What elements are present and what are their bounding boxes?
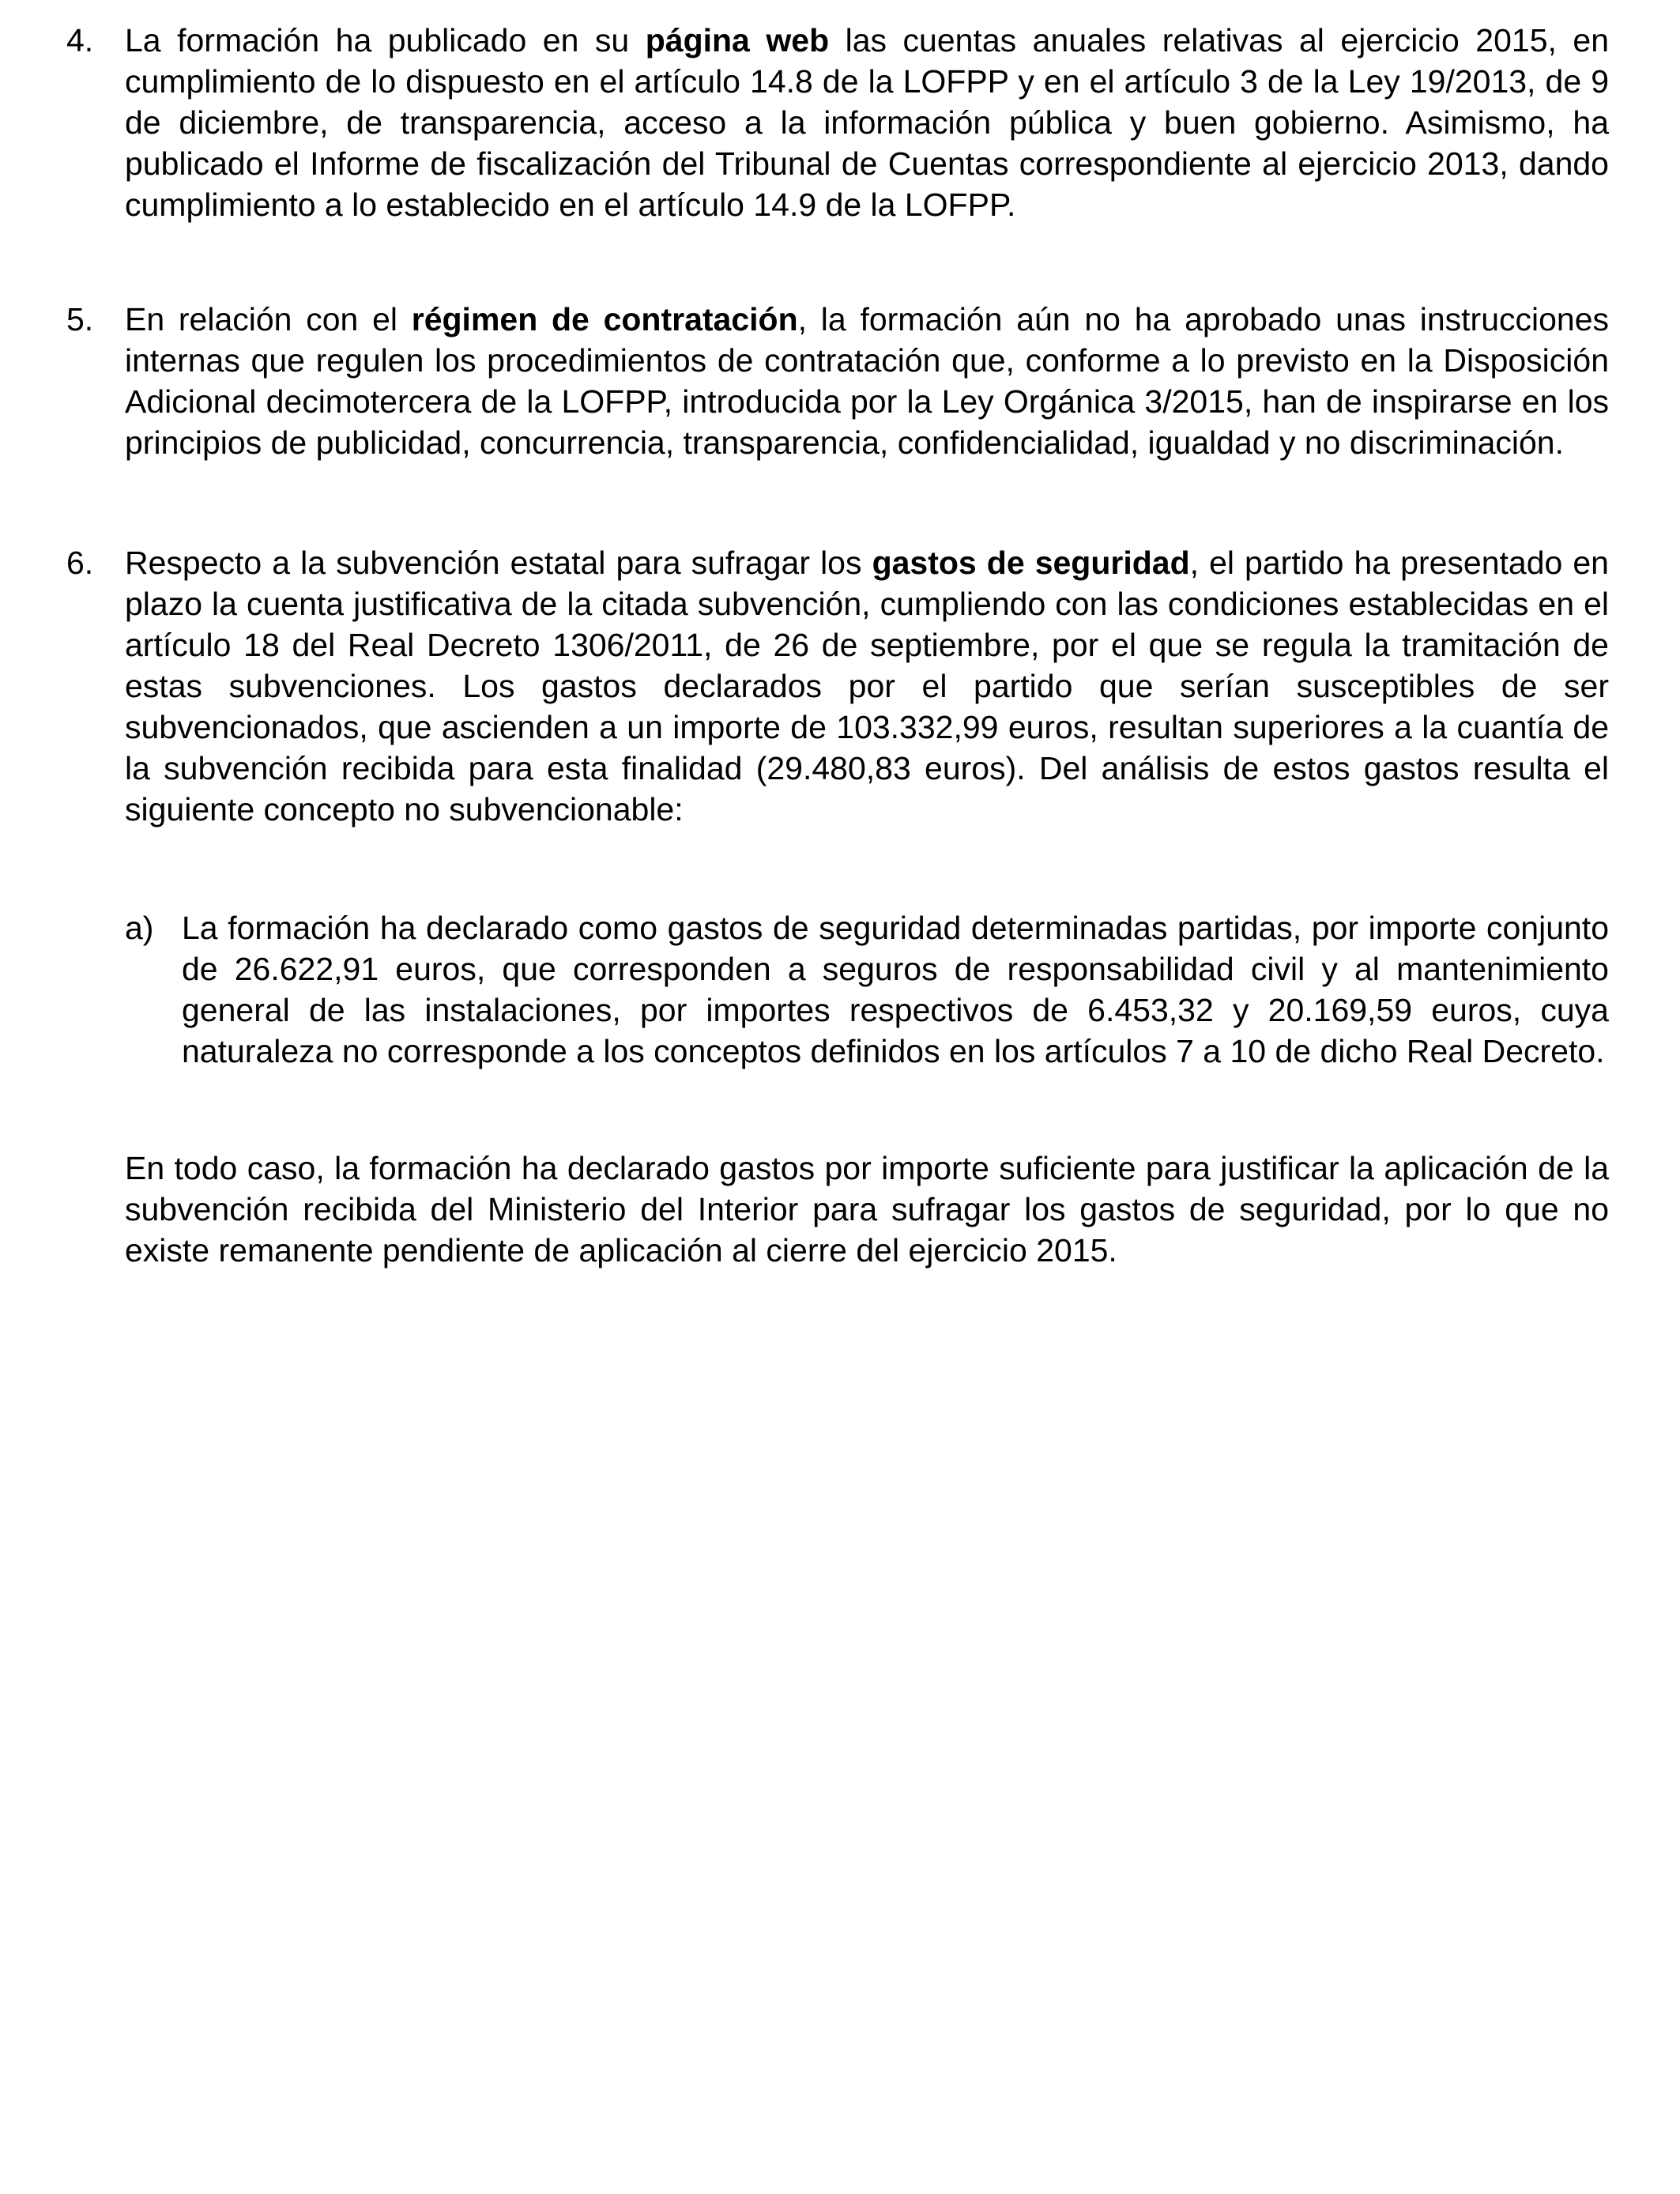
paragraph-item-4 xyxy=(125,20,1609,225)
paragraph-text: las cuentas anuales relativas al ejercicio 2015, en cumplimiento de lo dispuesto en el artículo 14.8 de la LOFPP y en el artículo 3 de la Ley 19/2013, de 9 de diciembre, de transparencia, acceso a la información pública y buen gobierno. Asimismo, ha publicado el Informe de fiscalización del Tribunal de Cuentas correspondiente al ejercicio 2013, dando cumplimiento a lo establecido en el artículo 14.9 de la LOFPP. xyxy=(125,22,1610,223)
paragraph-item-5 xyxy=(125,299,1609,463)
paragraph-text: En relación con el xyxy=(125,301,412,337)
bold-term: página web xyxy=(645,22,830,58)
item-number: 4. xyxy=(66,22,94,58)
bold-term: régimen de contratación xyxy=(411,301,798,337)
subitem-letter: a) xyxy=(125,910,154,946)
bold-term: gastos de seguridad xyxy=(872,545,1190,581)
paragraph-text: Respecto a la subvención estatal para sufragar los xyxy=(125,545,872,581)
item-number: 6. xyxy=(66,545,94,581)
subitem-paragraph: La formación ha declarado como gastos de seguridad determinadas partidas, por importe conjunto de 26.622,91 euros, que corresponden a seguros de responsabilidad civil y al mantenimiento general de las instalaciones, por importes respectivos de 6.453,32 y 20.169,59 euros, cuya naturaleza no corresponde a los conceptos definidos en los artículos 7 a 10 de dicho Real Decreto. xyxy=(182,910,1609,1069)
paragraph-item-6 xyxy=(125,542,1609,830)
closing-paragraph: En todo caso, la formación ha declarado gastos por importe suficiente para justificar la aplicación de la subvención recibida del Ministerio del Interior para sufragar los gastos de seguridad, por lo que no existe remanente pendiente de aplicación al cierre del ejercicio 2015. xyxy=(125,1150,1609,1269)
paragraph-text: , la formación aún no ha aprobado unas instrucciones internas que regulen los procedimientos de contratación que, conforme a lo previsto en la Disposición Adicional decimotercera de la LOFPP, introducida por la Ley Orgánica 3/2015, han de inspirarse en los principios de publicidad, concurrencia, transparencia, confidencialidad, igualdad y no discriminación. xyxy=(125,301,1610,461)
paragraph-text: La formación ha publicado en su xyxy=(125,22,646,58)
item-number: 5. xyxy=(66,301,94,337)
paragraph-text: , el partido ha presentado en plazo la cuenta justificativa de la citada subvención, cumpliendo con las condiciones establecidas en el artículo 18 del Real Decreto 1306/2011, de 26 de septiembre, por el que se regula la tramitación de estas subvenciones. Los gastos declarados por el partido que serían susceptibles de ser subvencionados, que ascienden a un importe de 103.332,99 euros, resultan superiores a la cuantía de la subvención recibida para esta finalidad (29.480,83 euros). Del análisis de estos gastos resulta el siguiente concepto no subvencionable: xyxy=(125,545,1609,827)
